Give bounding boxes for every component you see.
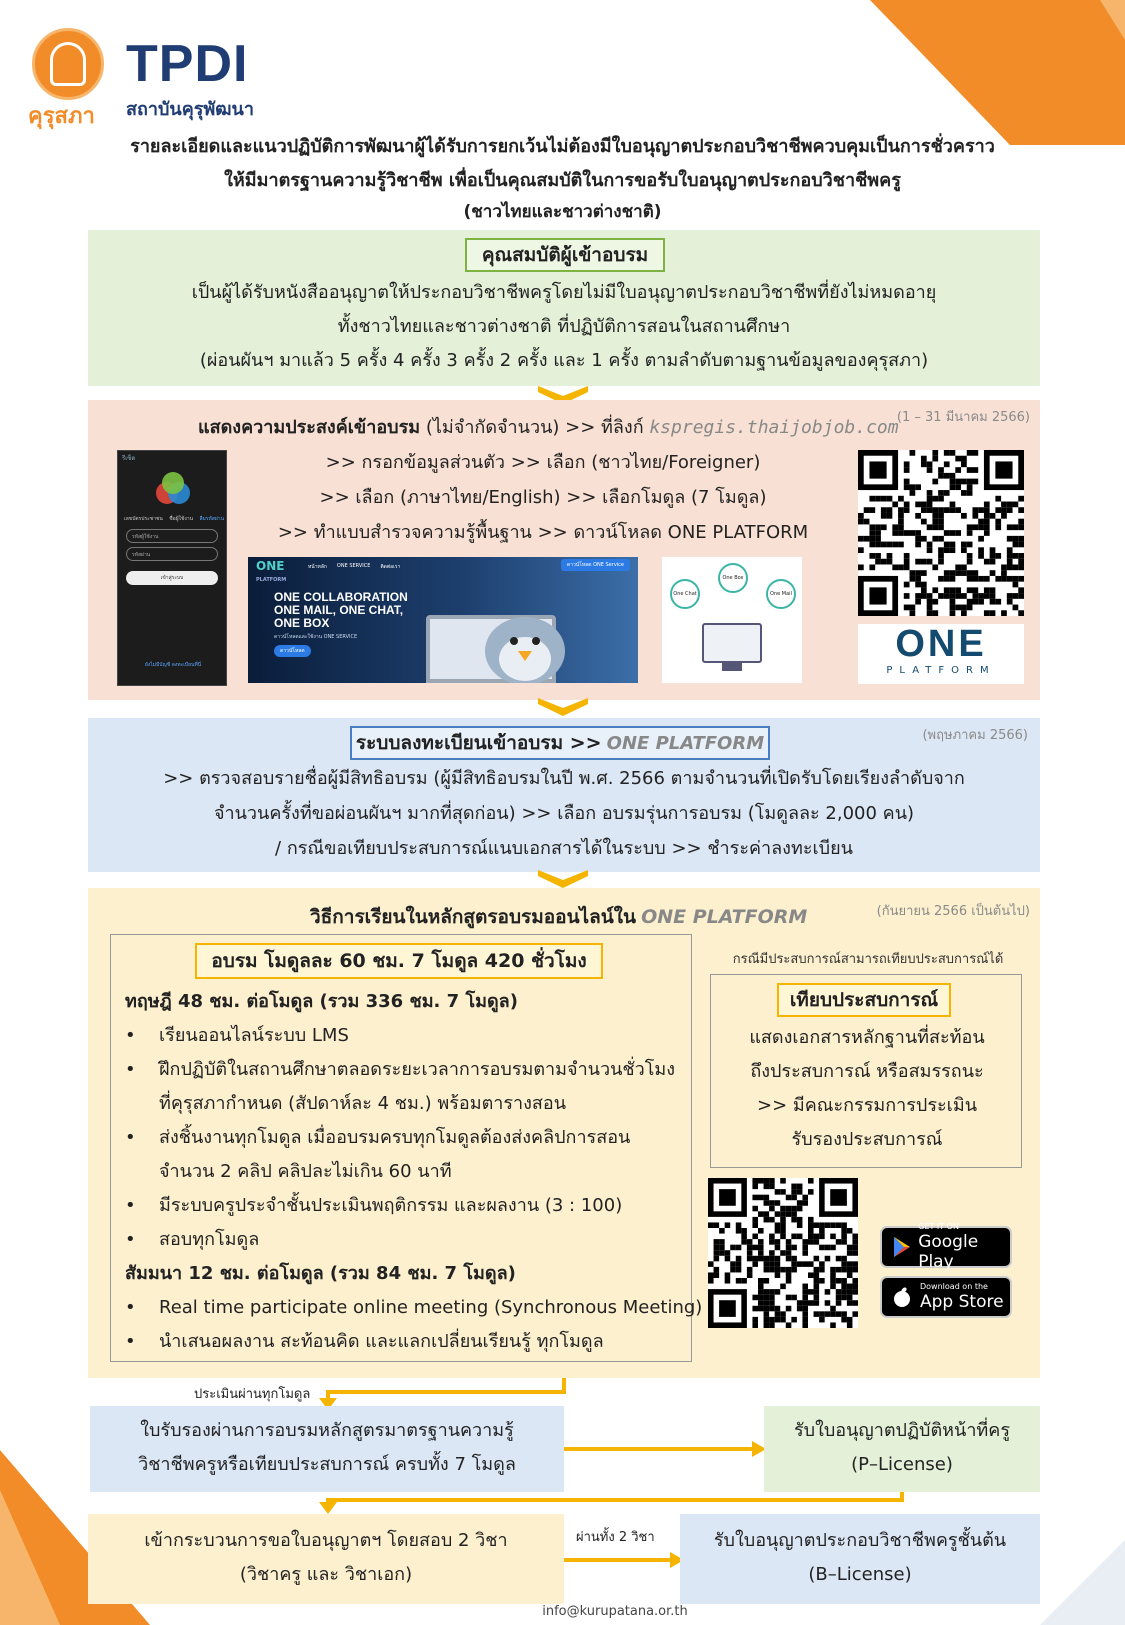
seminar-heading: สัมมนา 12 ชม. ต่อโมดูล (รวม 84 ชม. 7 โมดูล)	[125, 1263, 516, 1284]
intent-heading: แสดงความประสงค์เข้าอบรม (ไม่จำกัดจำนวน) >> ที่ลิงก์ kspregis.thaijobjob.com	[198, 417, 899, 438]
phone-tab-forgot[interactable]: ลืมรหัสผ่าน	[199, 516, 224, 522]
exam-box: เข้ากระบวนการขอใบอนุญาตฯ โดยสอบ 2 วิชา (วิชาครู และ วิชาเอก)	[88, 1514, 564, 1604]
khurusapha-seal	[32, 28, 104, 100]
diagram-node-mail: One Mail	[766, 579, 796, 609]
title-line-1: รายละเอียดและแนวปฏิบัติการพัฒนาผู้ได้รับการยกเว้นไม่ต้องมีใบอนุญาตประกอบวิชาชีพควบคุมเป็นการชั่วคราว	[130, 136, 995, 157]
page-title	[0, 130, 1125, 226]
theory-list	[111, 1019, 693, 1257]
compare-line: แสดงเอกสารหลักฐานที่สะท้อน	[749, 1027, 985, 1048]
one-platform-app-qr-code[interactable]	[708, 1178, 858, 1328]
diagram-node-chat: One Chat	[670, 579, 700, 609]
registration-link[interactable]: kspregis.thaijobjob.com	[649, 417, 899, 438]
registration-heading: ระบบลงทะเบียนเข้าอบรม >> ONE PLATFORM	[350, 726, 770, 760]
list-item-line: • สอบทุกโมดูล	[159, 1229, 260, 1250]
list-item	[111, 1053, 693, 1121]
training-hours-label: อบรม โมดูลละ 60 ชม. 7 โมดูล 420 ชั่วโมง	[195, 943, 603, 979]
compare-note: กรณีมีประสบการณ์สามารถเทียบประสบการณ์ได้	[732, 952, 1004, 967]
b-license-box: รับใบอนุญาตประกอบวิชาชีพครูชั้นต้น (B–License)	[680, 1514, 1040, 1604]
qualification-line-2: ทั้งชาวไทยและชาวต่างชาติ ที่ปฏิบัติการสอนในสถานศึกษา	[337, 316, 791, 337]
list-item-line: ที่คุรุสภากำหนด (สัปดาห์ละ 4 ชม.) พร้อมตารางสอน	[159, 1093, 567, 1114]
phone-tab-id[interactable]: เลขบัตรประชาชน	[124, 516, 163, 522]
course-heading: วิธีการเรียนในหลักสูตรอบรมออนไลน์ใน ONE PLATFORM	[310, 906, 808, 928]
flow-connector	[564, 1558, 672, 1562]
pass-label: ประเมินผ่านทุกโมดูล	[194, 1387, 311, 1402]
qualification-line-1: เป็นผู้ได้รับหนังสืออนุญาตให้ประกอบวิชาชีพครูโดยไม่มีใบอนุญาตประกอบวิชาชีพที่ยังไม่หมดอายุ	[191, 282, 937, 303]
list-item-line: • เรียนออนไลน์ระบบ LMS	[159, 1025, 349, 1046]
diagram-monitor	[702, 623, 762, 663]
flow-connector	[326, 1498, 904, 1502]
course-method-box	[88, 888, 1040, 1378]
tpdi-sub: สถาบันคุรุพัฒนา	[126, 99, 254, 120]
qualification-box	[88, 230, 1040, 386]
banner-badge[interactable]: ดาวน์โหลด ONE Service	[561, 559, 630, 571]
phone-login-button[interactable]: เข้าสู่ระบบ	[126, 571, 218, 585]
phone-tabs	[124, 515, 224, 523]
one-platform-logo: ONE PLATFORM	[858, 624, 1024, 684]
list-item-line: จำนวน 2 คลิป คลิปละไม่เกิน 60 นาที	[159, 1161, 452, 1182]
list-item-line: • มีระบบครูประจำชั้นประเมินพฤติกรรม และผลงาน (3 : 100)	[159, 1195, 623, 1216]
google-play-badge[interactable]: GET IT ON Google Play	[880, 1226, 1012, 1268]
intent-line-3: >> ทำแบบสำรวจความรู้พื้นฐาน >> ดาวน์โหลด ONE PLATFORM	[277, 522, 809, 543]
registration-date: (พฤษภาคม 2566)	[922, 728, 1028, 743]
list-item	[111, 1325, 693, 1359]
banner-nav	[308, 563, 400, 571]
compare-panel	[710, 974, 1022, 1168]
register-intent-box	[88, 400, 1040, 700]
list-item	[111, 1019, 693, 1053]
registration-system-box	[88, 718, 1040, 872]
banner-sub: ดาวน์โหลดและใช้งาน ONE SERVICE	[274, 634, 358, 640]
tpdi-logo: TPDI	[126, 35, 249, 93]
phone-input-user[interactable]: รหัสผู้ใช้งาน	[126, 529, 218, 543]
title-line-3: (ชาวไทยและชาวต่างชาติ)	[463, 202, 662, 222]
list-item	[111, 1223, 693, 1257]
compare-lines	[711, 1021, 1023, 1157]
diagram-stand	[722, 663, 742, 671]
phone-header: รีเซ็ต	[122, 455, 136, 462]
list-item	[111, 1121, 693, 1189]
google-play-icon	[892, 1236, 910, 1258]
list-item	[111, 1291, 703, 1325]
intent-line-2: >> เลือก (ภาษาไทย/English) >> เลือกโมดูล (7 โมดูล)	[319, 487, 767, 508]
down-chevron-icon	[538, 866, 588, 888]
banner-nav-home[interactable]: หน้าหลัก	[308, 564, 327, 570]
compare-line: >> มีคณะกรรมการประเมิน	[756, 1095, 978, 1116]
intent-date: (1 – 31 มีนาคม 2566)	[896, 410, 1030, 425]
seal-label: คุรุสภา	[28, 104, 95, 129]
banner-download-button[interactable]: ดาวน์โหลด	[274, 645, 311, 657]
p-license-box: รับใบอนุญาตปฏิบัติหน้าที่ครู (P–License)	[764, 1406, 1040, 1492]
registration-line-2: จำนวนครั้งที่ขอผ่อนผันฯ มากที่สุดก่อน) >> เลือก อบรมรุ่นการอบรม (โมดูลละ 2,000 คน)	[213, 803, 915, 824]
registration-line-1: >> ตรวจสอบรายชื่อผู้มีสิทธิอบรม (ผู้มีสิทธิอบรมในปี พ.ศ. 2566 ตามจำนวนที่เปิดรับโดยเรียงลำดับจาก	[163, 768, 965, 789]
footer-email[interactable]: info@kurupatana.or.th	[542, 1604, 688, 1619]
phone-screenshot	[117, 450, 227, 686]
list-item	[111, 1189, 693, 1223]
phone-input-password[interactable]: รหัสผ่าน	[126, 547, 218, 561]
down-chevron-icon	[538, 694, 588, 716]
pass-both-label: ผ่านทั้ง 2 วิชา	[576, 1530, 655, 1545]
intent-line-1: >> กรอกข้อมูลส่วนตัว >> เลือก (ชาวไทย/Foreigner)	[325, 452, 761, 473]
compare-line: ถึงประสบการณ์ หรือสมรรถนะ	[750, 1061, 984, 1082]
title-line-2: ให้มีมาตรฐานความรู้วิชาชีพ เพื่อเป็นคุณสมบัติในการขอรับใบอนุญาตประกอบวิชาชีพครู	[224, 170, 901, 191]
arrow-down-icon	[319, 1502, 337, 1514]
registration-line-3: / กรณีขอเทียบประสบการณ์แนบเอกสารได้ในระบบ >> ชำระค่าลงทะเบียน	[275, 838, 853, 859]
compare-line: รับรองประสบการณ์	[791, 1129, 943, 1150]
phone-footer[interactable]: ยังไม่มีบัญชี ลงทะเบียนที่นี่	[144, 662, 202, 668]
banner-logo: ONE PLATFORM	[256, 559, 287, 583]
training-panel	[110, 934, 703, 1362]
phone-tab-user[interactable]: ชื่อผู้ใช้งาน	[169, 516, 194, 522]
compare-label: เทียบประสบการณ์	[777, 983, 951, 1017]
qualification-heading: คุณสมบัติผู้เข้าอบรม	[465, 238, 665, 272]
app-store-badge[interactable]: Download on the App Store	[880, 1276, 1012, 1318]
apple-icon	[892, 1286, 912, 1308]
app-logo-icon	[154, 471, 192, 509]
qualification-line-3: (ผ่อนผันฯ มาแล้ว 5 ครั้ง 4 ครั้ง 3 ครั้ง 2 ครั้ง และ 1 ครั้ง ตามลำดับตามฐานข้อมูลของคุรุสภา)	[199, 350, 929, 371]
flow-connector	[564, 1447, 754, 1451]
list-item-line: • ส่งชิ้นงานทุกโมดูล เมื่ออบรมครบทุกโมดูลต้องส่งคลิปการสอน	[159, 1127, 631, 1148]
banner-headline: ONE COLLABORATION ONE MAIL, ONE CHAT, ONE BOX	[274, 590, 408, 630]
theory-heading: ทฤษฎี 48 ชม. ต่อโมดูล (รวม 336 ชม. 7 โมดูล)	[125, 991, 518, 1012]
flow-connector	[326, 1390, 566, 1394]
banner-nav-service[interactable]: ONE SERVICE	[336, 563, 371, 569]
registration-qr-code[interactable]	[858, 450, 1024, 616]
course-date: (กันยายน 2566 เป็นต้นไป)	[876, 904, 1030, 919]
one-platform-banner	[248, 557, 638, 683]
certificate-box: ใบรับรองผ่านการอบรมหลักสูตรมาตรฐานความรู้ วิชาชีพครูหรือเทียบประสบการณ์ ครบทั้ง 7 โมดูล	[90, 1406, 564, 1492]
banner-nav-contact[interactable]: ติดต่อเรา	[380, 564, 401, 570]
one-service-diagram	[662, 557, 802, 683]
diagram-node-box: One Box	[718, 563, 748, 593]
list-item-line: • ฝึกปฏิบัติในสถานศึกษาตลอดระยะเวลาการอบรมตามจำนวนชั่วโมง	[159, 1059, 676, 1080]
list-item-line: • นำเสนอผลงาน สะท้อนคิด และแลกเปลี่ยนเรียนรู้ ทุกโมดูล	[159, 1331, 604, 1352]
header	[28, 28, 288, 128]
penguin-mascot-icon	[480, 603, 570, 683]
list-item-line: • Real time participate online meeting (Synchronous Meeting)	[159, 1297, 703, 1318]
seminar-list	[111, 1291, 703, 1359]
